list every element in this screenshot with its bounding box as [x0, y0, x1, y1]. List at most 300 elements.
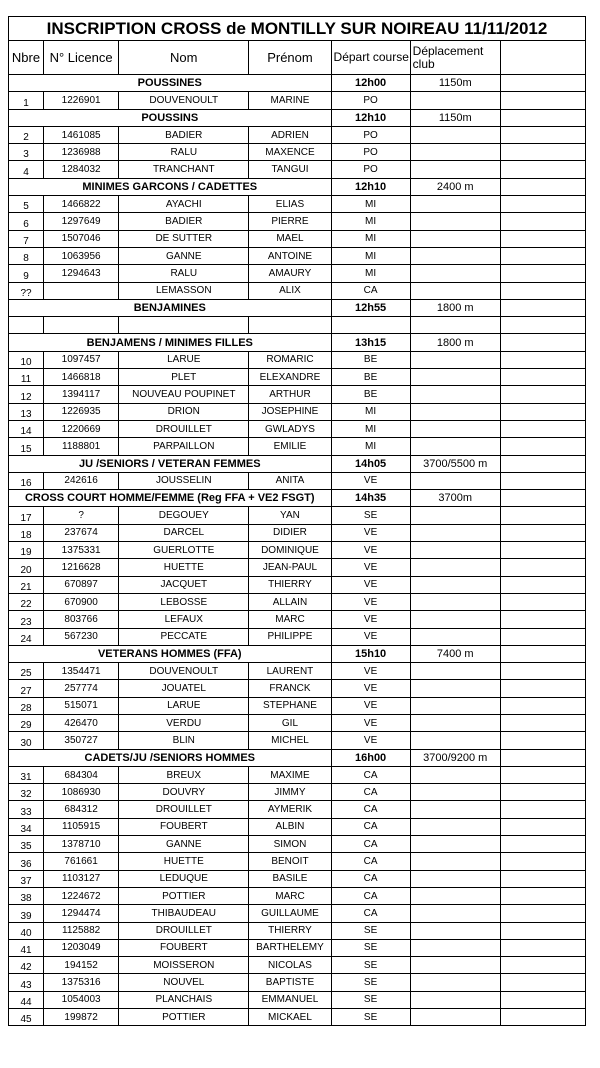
category: VE	[331, 628, 410, 645]
club-travel	[410, 887, 500, 904]
section-header	[9, 299, 586, 316]
first-name: GUILLAUME	[249, 905, 331, 922]
club-travel	[410, 196, 500, 213]
club-travel	[410, 559, 500, 576]
licence-number: 684312	[44, 801, 119, 818]
last-name: LEDUQUE	[119, 870, 249, 887]
licence-number: 1188801	[44, 438, 119, 455]
extra-cell	[500, 939, 585, 956]
row-number: 23	[9, 611, 44, 628]
category: VE	[331, 732, 410, 749]
club-travel	[410, 680, 500, 697]
section-extra	[500, 334, 585, 351]
row-number: 9	[9, 265, 44, 282]
section-start-time: 13h15	[331, 334, 410, 351]
club-travel	[410, 939, 500, 956]
category: VE	[331, 542, 410, 559]
table-row	[9, 403, 586, 420]
row-number: 22	[9, 593, 44, 610]
category: SE	[331, 922, 410, 939]
row-number	[9, 317, 44, 334]
category: CA	[331, 784, 410, 801]
row-number: 27	[9, 680, 44, 697]
last-name: POTTIER	[119, 1009, 249, 1026]
last-name: FOUBERT	[119, 818, 249, 835]
first-name: MICHEL	[249, 732, 331, 749]
table-row	[9, 593, 586, 610]
licence-number: 1466818	[44, 369, 119, 386]
club-travel	[410, 801, 500, 818]
extra-cell	[500, 161, 585, 178]
last-name: LEFAUX	[119, 611, 249, 628]
club-travel	[410, 766, 500, 783]
last-name: JOUSSELIN	[119, 472, 249, 489]
club-travel	[410, 386, 500, 403]
row-number: 39	[9, 905, 44, 922]
row-number: 12	[9, 386, 44, 403]
licence-number: 1203049	[44, 939, 119, 956]
licence-number: 1220669	[44, 420, 119, 437]
club-travel	[410, 126, 500, 143]
table-row	[9, 507, 586, 524]
club-travel	[410, 507, 500, 524]
section-title: MINIMES GARCONS / CADETTES	[9, 178, 332, 195]
table-row	[9, 714, 586, 731]
category: PO	[331, 144, 410, 161]
extra-cell	[500, 680, 585, 697]
extra-cell	[500, 836, 585, 853]
table-row	[9, 818, 586, 835]
last-name: NOUVEAU POUPINET	[119, 386, 249, 403]
first-name: YAN	[249, 507, 331, 524]
extra-cell	[500, 611, 585, 628]
licence-number: 515071	[44, 697, 119, 714]
row-number: 35	[9, 836, 44, 853]
category: CA	[331, 905, 410, 922]
extra-cell	[500, 905, 585, 922]
first-name: NICOLAS	[249, 957, 331, 974]
extra-cell	[500, 663, 585, 680]
category: VE	[331, 576, 410, 593]
extra-cell	[500, 196, 585, 213]
first-name: BASILE	[249, 870, 331, 887]
section-distance: 1150m	[410, 109, 500, 126]
licence-number: 426470	[44, 714, 119, 731]
last-name: VERDU	[119, 714, 249, 731]
licence-number: 1097457	[44, 351, 119, 368]
last-name: PECCATE	[119, 628, 249, 645]
first-name: ADRIEN	[249, 126, 331, 143]
first-name: MARINE	[249, 92, 331, 109]
row-number: 15	[9, 438, 44, 455]
section-extra	[500, 645, 585, 662]
row-number: 6	[9, 213, 44, 230]
last-name: DARCEL	[119, 524, 249, 541]
header-licence: N° Licence	[44, 41, 119, 75]
last-name: JACQUET	[119, 576, 249, 593]
extra-cell	[500, 420, 585, 437]
club-travel	[410, 161, 500, 178]
section-distance: 3700/5500 m	[410, 455, 500, 472]
extra-cell	[500, 438, 585, 455]
section-distance: 1800 m	[410, 334, 500, 351]
category: VE	[331, 697, 410, 714]
last-name: TRANCHANT	[119, 161, 249, 178]
category: VE	[331, 680, 410, 697]
first-name: AYMERIK	[249, 801, 331, 818]
category: PO	[331, 92, 410, 109]
extra-cell	[500, 628, 585, 645]
category: MI	[331, 403, 410, 420]
category: MI	[331, 247, 410, 264]
last-name: NOUVEL	[119, 974, 249, 991]
extra-cell	[500, 922, 585, 939]
row-number: 31	[9, 766, 44, 783]
last-name: HUETTE	[119, 853, 249, 870]
last-name: DEGOUEY	[119, 507, 249, 524]
first-name: ARTHUR	[249, 386, 331, 403]
table-row	[9, 92, 586, 109]
table-row	[9, 559, 586, 576]
section-title: JU /SENIORS / VETERAN FEMMES	[9, 455, 332, 472]
table-row	[9, 420, 586, 437]
row-number: 11	[9, 369, 44, 386]
licence-number	[44, 282, 119, 299]
section-distance: 1800 m	[410, 299, 500, 316]
licence-number: 350727	[44, 732, 119, 749]
extra-cell	[500, 542, 585, 559]
row-number: 40	[9, 922, 44, 939]
licence-number: 1054003	[44, 991, 119, 1008]
section-extra	[500, 749, 585, 766]
table-row	[9, 196, 586, 213]
first-name: THIERRY	[249, 922, 331, 939]
section-start-time: 14h35	[331, 490, 410, 507]
extra-cell	[500, 144, 585, 161]
licence-number: 237674	[44, 524, 119, 541]
first-name: DOMINIQUE	[249, 542, 331, 559]
club-travel	[410, 524, 500, 541]
club-travel	[410, 92, 500, 109]
category: BE	[331, 369, 410, 386]
extra-cell	[500, 126, 585, 143]
club-travel	[410, 732, 500, 749]
row-number: 8	[9, 247, 44, 264]
first-name: FRANCK	[249, 680, 331, 697]
header-nom: Nom	[119, 41, 249, 75]
section-title: BENJAMINES	[9, 299, 332, 316]
category: CA	[331, 836, 410, 853]
club-travel	[410, 213, 500, 230]
table-row	[9, 317, 586, 334]
last-name: RALU	[119, 144, 249, 161]
last-name: FOUBERT	[119, 939, 249, 956]
licence-number: 1297649	[44, 213, 119, 230]
extra-cell	[500, 870, 585, 887]
table-row	[9, 351, 586, 368]
row-number: 38	[9, 887, 44, 904]
last-name: THIBAUDEAU	[119, 905, 249, 922]
header-prenom: Prénom	[249, 41, 331, 75]
category: VE	[331, 593, 410, 610]
table-row	[9, 784, 586, 801]
extra-cell	[500, 247, 585, 264]
row-number: 30	[9, 732, 44, 749]
first-name: ANITA	[249, 472, 331, 489]
first-name: LAURENT	[249, 663, 331, 680]
licence-number: 1086930	[44, 784, 119, 801]
row-number: 25	[9, 663, 44, 680]
extra-cell	[500, 576, 585, 593]
licence-number: 1105915	[44, 818, 119, 835]
licence-number: 194152	[44, 957, 119, 974]
last-name	[119, 317, 249, 334]
first-name: DIDIER	[249, 524, 331, 541]
section-extra	[500, 178, 585, 195]
table-row	[9, 438, 586, 455]
last-name: DRION	[119, 403, 249, 420]
extra-cell	[500, 92, 585, 109]
first-name: BARTHELEMY	[249, 939, 331, 956]
table-row	[9, 230, 586, 247]
section-start-time: 15h10	[331, 645, 410, 662]
header-nbre: Nbre	[9, 41, 44, 75]
extra-cell	[500, 524, 585, 541]
category: SE	[331, 507, 410, 524]
club-travel	[410, 663, 500, 680]
row-number: 43	[9, 974, 44, 991]
first-name: MARC	[249, 887, 331, 904]
table-row	[9, 542, 586, 559]
last-name: PLET	[119, 369, 249, 386]
last-name: LEMASSON	[119, 282, 249, 299]
licence-number: 670897	[44, 576, 119, 593]
first-name: JEAN-PAUL	[249, 559, 331, 576]
last-name: GANNE	[119, 836, 249, 853]
licence-number: 1375316	[44, 974, 119, 991]
licence-number: 1224672	[44, 887, 119, 904]
last-name: DE SUTTER	[119, 230, 249, 247]
row-number: 45	[9, 1009, 44, 1026]
first-name: PHILIPPE	[249, 628, 331, 645]
extra-cell	[500, 317, 585, 334]
category: VE	[331, 663, 410, 680]
category: VE	[331, 559, 410, 576]
row-number: 34	[9, 818, 44, 835]
extra-cell	[500, 766, 585, 783]
licence-number: 761661	[44, 853, 119, 870]
club-travel	[410, 991, 500, 1008]
row-number: 4	[9, 161, 44, 178]
row-number: 33	[9, 801, 44, 818]
row-number: 17	[9, 507, 44, 524]
section-start-time: 16h00	[331, 749, 410, 766]
category: MI	[331, 213, 410, 230]
licence-number: 1378710	[44, 836, 119, 853]
first-name: EMILIE	[249, 438, 331, 455]
section-extra	[500, 75, 585, 92]
row-number: 41	[9, 939, 44, 956]
section-title: CADETS/JU /SENIORS HOMMES	[9, 749, 332, 766]
last-name: DROUILLET	[119, 801, 249, 818]
category: CA	[331, 870, 410, 887]
licence-number: 242616	[44, 472, 119, 489]
row-number: 14	[9, 420, 44, 437]
section-header	[9, 455, 586, 472]
section-header	[9, 490, 586, 507]
first-name: GWLADYS	[249, 420, 331, 437]
first-name: STEPHANE	[249, 697, 331, 714]
extra-cell	[500, 351, 585, 368]
first-name: JOSEPHINE	[249, 403, 331, 420]
first-name: ANTOINE	[249, 247, 331, 264]
extra-cell	[500, 714, 585, 731]
licence-number: 1394117	[44, 386, 119, 403]
extra-cell	[500, 403, 585, 420]
first-name: EMMANUEL	[249, 991, 331, 1008]
extra-cell	[500, 784, 585, 801]
category: BE	[331, 386, 410, 403]
first-name: MICKAEL	[249, 1009, 331, 1026]
table-row	[9, 628, 586, 645]
extra-cell	[500, 507, 585, 524]
row-number: 44	[9, 991, 44, 1008]
extra-cell	[500, 957, 585, 974]
first-name: ALIX	[249, 282, 331, 299]
club-travel	[410, 611, 500, 628]
club-travel	[410, 818, 500, 835]
table-row	[9, 801, 586, 818]
page-title: INSCRIPTION CROSS de MONTILLY SUR NOIREAU 11/11/2012	[9, 17, 586, 41]
category: CA	[331, 766, 410, 783]
category: MI	[331, 265, 410, 282]
table-row	[9, 680, 586, 697]
section-start-time: 12h55	[331, 299, 410, 316]
category: MI	[331, 420, 410, 437]
category: SE	[331, 991, 410, 1008]
first-name: BENOIT	[249, 853, 331, 870]
first-name: GIL	[249, 714, 331, 731]
header-empty	[500, 41, 585, 75]
table-row	[9, 922, 586, 939]
last-name: MOISSERON	[119, 957, 249, 974]
extra-cell	[500, 1009, 585, 1026]
extra-cell	[500, 230, 585, 247]
licence-number: 1354471	[44, 663, 119, 680]
category: CA	[331, 887, 410, 904]
table-row	[9, 126, 586, 143]
licence-number: 1294643	[44, 265, 119, 282]
extra-cell	[500, 593, 585, 610]
row-number: 16	[9, 472, 44, 489]
licence-number: 257774	[44, 680, 119, 697]
first-name: JIMMY	[249, 784, 331, 801]
category: CA	[331, 853, 410, 870]
row-number: 13	[9, 403, 44, 420]
section-header	[9, 109, 586, 126]
section-title: CROSS COURT HOMME/FEMME (Reg FFA + VE2 FSGT)	[9, 490, 332, 507]
extra-cell	[500, 818, 585, 835]
club-travel	[410, 870, 500, 887]
registration-table	[8, 16, 586, 1026]
section-start-time: 12h00	[331, 75, 410, 92]
club-travel	[410, 697, 500, 714]
club-travel	[410, 403, 500, 420]
club-travel	[410, 438, 500, 455]
last-name: DOUVRY	[119, 784, 249, 801]
section-extra	[500, 455, 585, 472]
licence-number: 1103127	[44, 870, 119, 887]
last-name: LARUE	[119, 697, 249, 714]
last-name: BREUX	[119, 766, 249, 783]
extra-cell	[500, 282, 585, 299]
last-name: HUETTE	[119, 559, 249, 576]
table-row	[9, 766, 586, 783]
section-distance: 3700m	[410, 490, 500, 507]
table-row	[9, 870, 586, 887]
extra-cell	[500, 559, 585, 576]
table-row	[9, 939, 586, 956]
section-title: POUSSINS	[9, 109, 332, 126]
table-row	[9, 265, 586, 282]
last-name: BADIER	[119, 126, 249, 143]
row-number: 5	[9, 196, 44, 213]
first-name: MAXIME	[249, 766, 331, 783]
last-name: LEBOSSE	[119, 593, 249, 610]
registration-sheet	[8, 16, 586, 1026]
table-row	[9, 213, 586, 230]
club-travel	[410, 784, 500, 801]
section-start-time: 12h10	[331, 109, 410, 126]
section-header	[9, 749, 586, 766]
category: SE	[331, 974, 410, 991]
licence-number: 1375331	[44, 542, 119, 559]
club-travel	[410, 420, 500, 437]
extra-cell	[500, 732, 585, 749]
extra-cell	[500, 697, 585, 714]
club-travel	[410, 369, 500, 386]
table-row	[9, 905, 586, 922]
row-number: 24	[9, 628, 44, 645]
category: PO	[331, 126, 410, 143]
row-number: 20	[9, 559, 44, 576]
licence-number: 1284032	[44, 161, 119, 178]
section-header	[9, 178, 586, 195]
club-travel	[410, 853, 500, 870]
section-distance: 3700/9200 m	[410, 749, 500, 766]
table-row	[9, 974, 586, 991]
extra-cell	[500, 801, 585, 818]
row-number: 3	[9, 144, 44, 161]
licence-number: 1063956	[44, 247, 119, 264]
licence-number: 1236988	[44, 144, 119, 161]
category: VE	[331, 472, 410, 489]
row-number: 7	[9, 230, 44, 247]
category: VE	[331, 524, 410, 541]
section-extra	[500, 490, 585, 507]
last-name: DOUVENOULT	[119, 92, 249, 109]
extra-cell	[500, 213, 585, 230]
licence-number: 1216628	[44, 559, 119, 576]
club-travel	[410, 230, 500, 247]
category: MI	[331, 230, 410, 247]
first-name: ALBIN	[249, 818, 331, 835]
section-extra	[500, 109, 585, 126]
section-extra	[500, 299, 585, 316]
table-row	[9, 282, 586, 299]
last-name: BADIER	[119, 213, 249, 230]
category: CA	[331, 818, 410, 835]
